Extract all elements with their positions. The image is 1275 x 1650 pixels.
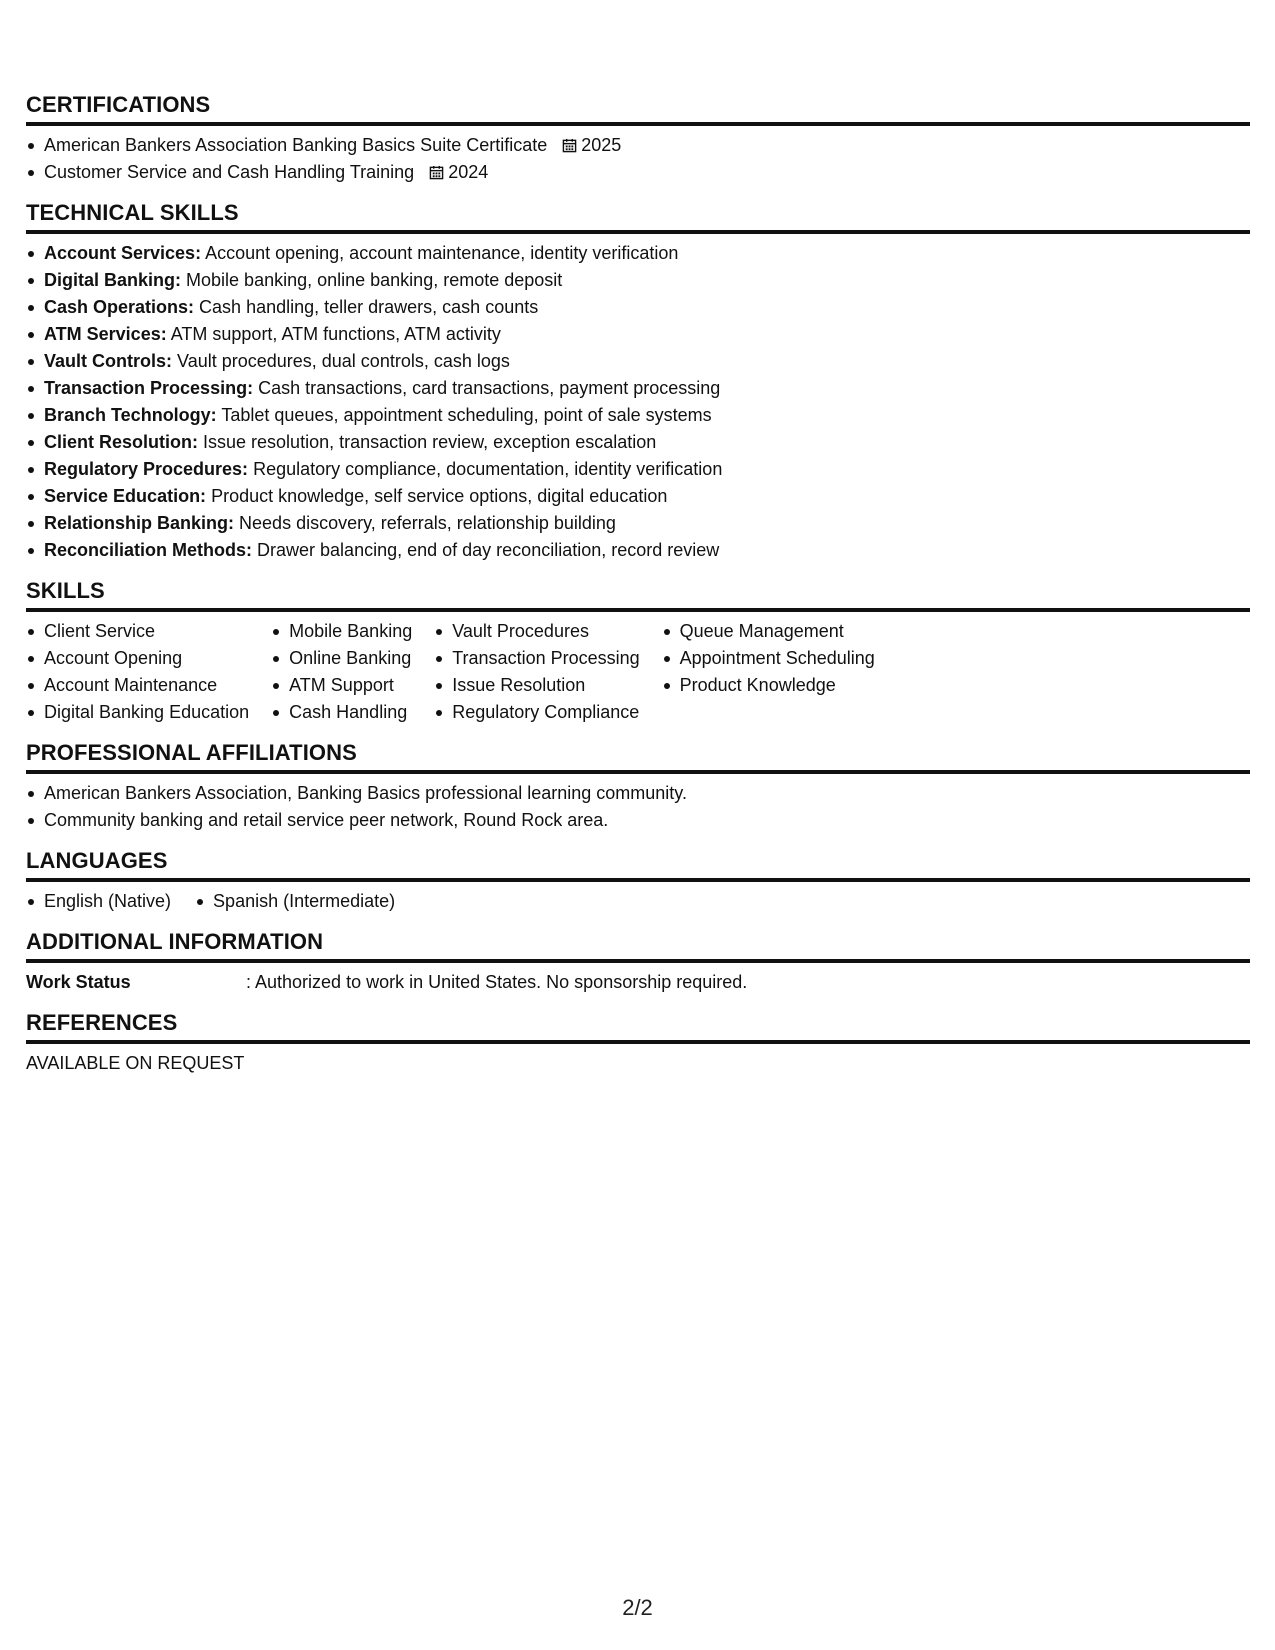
skills-column [662, 618, 875, 726]
technical-skill-item [26, 240, 1250, 267]
skill-category: Branch Technology: [44, 405, 217, 425]
certification-item [26, 132, 1250, 159]
skill-item: Cash Handling [271, 699, 412, 726]
skill-detail: Needs discovery, referrals, relationship building [239, 513, 616, 533]
technical-skill-item [26, 402, 1250, 429]
references-text: AVAILABLE ON REQUEST [26, 1053, 245, 1073]
skill-detail: Drawer balancing, end of day reconciliation, record review [257, 540, 720, 560]
language-item: English (Native) [26, 888, 171, 915]
affiliations-section [26, 740, 1250, 834]
technical-skill-item [26, 348, 1250, 375]
skill-item: Transaction Processing [434, 645, 639, 672]
languages-list [26, 888, 1250, 915]
skills-column [434, 618, 639, 726]
certification-year: 2024 [448, 162, 489, 182]
certification-name: American Bankers Association Banking Basics Suite Certificate [44, 135, 548, 155]
technical-skill-item [26, 510, 1250, 537]
skill-category: Regulatory Procedures: [44, 459, 249, 479]
skill-item: Client Service [26, 618, 249, 645]
skill-item: Appointment Scheduling [662, 645, 875, 672]
certifications-section [26, 92, 1250, 186]
skills-section [26, 578, 1250, 726]
technical-skill-item [26, 456, 1250, 483]
calendar-icon [429, 165, 444, 180]
skill-category: Account Services: [44, 243, 202, 263]
skill-detail: Mobile banking, online banking, remote deposit [186, 270, 563, 290]
skill-item: Mobile Banking [271, 618, 412, 645]
technical-skill-item [26, 321, 1250, 348]
skill-category: Reconciliation Methods: [44, 540, 253, 560]
skill-detail: Vault procedures, dual controls, cash logs [177, 351, 510, 371]
technical-skill-item [26, 483, 1250, 510]
skill-item: Online Banking [271, 645, 412, 672]
affiliations-list [26, 780, 1250, 834]
affiliation-item: American Bankers Association, Banking Basics professional learning community. [26, 780, 1250, 807]
skill-category: Vault Controls: [44, 351, 173, 371]
certification-year: 2025 [581, 135, 622, 155]
skill-category: ATM Services: [44, 324, 167, 344]
additional-info-section [26, 929, 1250, 996]
skill-detail: Cash handling, teller drawers, cash counts [199, 297, 539, 317]
skill-detail: Issue resolution, transaction review, exception escalation [203, 432, 657, 452]
skill-item: Regulatory Compliance [434, 699, 639, 726]
additional-info-heading: ADDITIONAL INFORMATION [26, 929, 1250, 963]
skills-column [26, 618, 249, 726]
references-section [26, 1010, 1250, 1077]
skill-item: Account Opening [26, 645, 249, 672]
page-number: 2/2 [622, 1595, 653, 1620]
certifications-heading: CERTIFICATIONS [26, 92, 1250, 126]
calendar-icon [562, 138, 577, 153]
skill-item: Queue Management [662, 618, 875, 645]
skill-detail: Regulatory compliance, documentation, identity verification [253, 459, 723, 479]
certifications-list [26, 132, 1250, 186]
skill-item: ATM Support [271, 672, 412, 699]
skill-category: Client Resolution: [44, 432, 198, 452]
resume-page [26, 92, 1250, 1091]
technical-skill-item [26, 267, 1250, 294]
skill-category: Cash Operations: [44, 297, 195, 317]
technical-skills-list [26, 240, 1250, 564]
skill-detail: Cash transactions, card transactions, payment processing [258, 378, 721, 398]
skill-item: Issue Resolution [434, 672, 639, 699]
skill-detail: Account opening, account maintenance, identity verification [205, 243, 679, 263]
technical-skill-item [26, 375, 1250, 402]
work-status-label: Work Status [26, 972, 131, 992]
skills-columns [26, 618, 1250, 726]
references-heading: REFERENCES [26, 1010, 1250, 1044]
technical-skill-item [26, 537, 1250, 564]
skill-item: Account Maintenance [26, 672, 249, 699]
certification-item [26, 159, 1250, 186]
skill-item: Digital Banking Education [26, 699, 249, 726]
work-status-value: : Authorized to work in United States. No sponsorship required. [246, 972, 748, 992]
languages-heading: LANGUAGES [26, 848, 1250, 882]
skills-column [271, 618, 412, 726]
skill-item: Vault Procedures [434, 618, 639, 645]
affiliation-item: Community banking and retail service peer network, Round Rock area. [26, 807, 1250, 834]
languages-section [26, 848, 1250, 915]
skill-item: Product Knowledge [662, 672, 875, 699]
affiliations-heading: PROFESSIONAL AFFILIATIONS [26, 740, 1250, 774]
skill-category: Digital Banking: [44, 270, 182, 290]
skill-category: Transaction Processing: [44, 378, 254, 398]
technical-skill-item [26, 429, 1250, 456]
work-status-row [26, 969, 1250, 996]
skill-detail: ATM support, ATM functions, ATM activity [170, 324, 501, 344]
skill-detail: Tablet queues, appointment scheduling, point of sale systems [221, 405, 712, 425]
skill-category: Relationship Banking: [44, 513, 235, 533]
language-item: Spanish (Intermediate) [195, 888, 395, 915]
technical-skills-heading: TECHNICAL SKILLS [26, 200, 1250, 234]
skills-heading: SKILLS [26, 578, 1250, 612]
technical-skills-section [26, 200, 1250, 564]
technical-skill-item [26, 294, 1250, 321]
certification-name: Customer Service and Cash Handling Training [44, 162, 415, 182]
skill-category: Service Education: [44, 486, 207, 506]
skill-detail: Product knowledge, self service options, digital education [211, 486, 668, 506]
